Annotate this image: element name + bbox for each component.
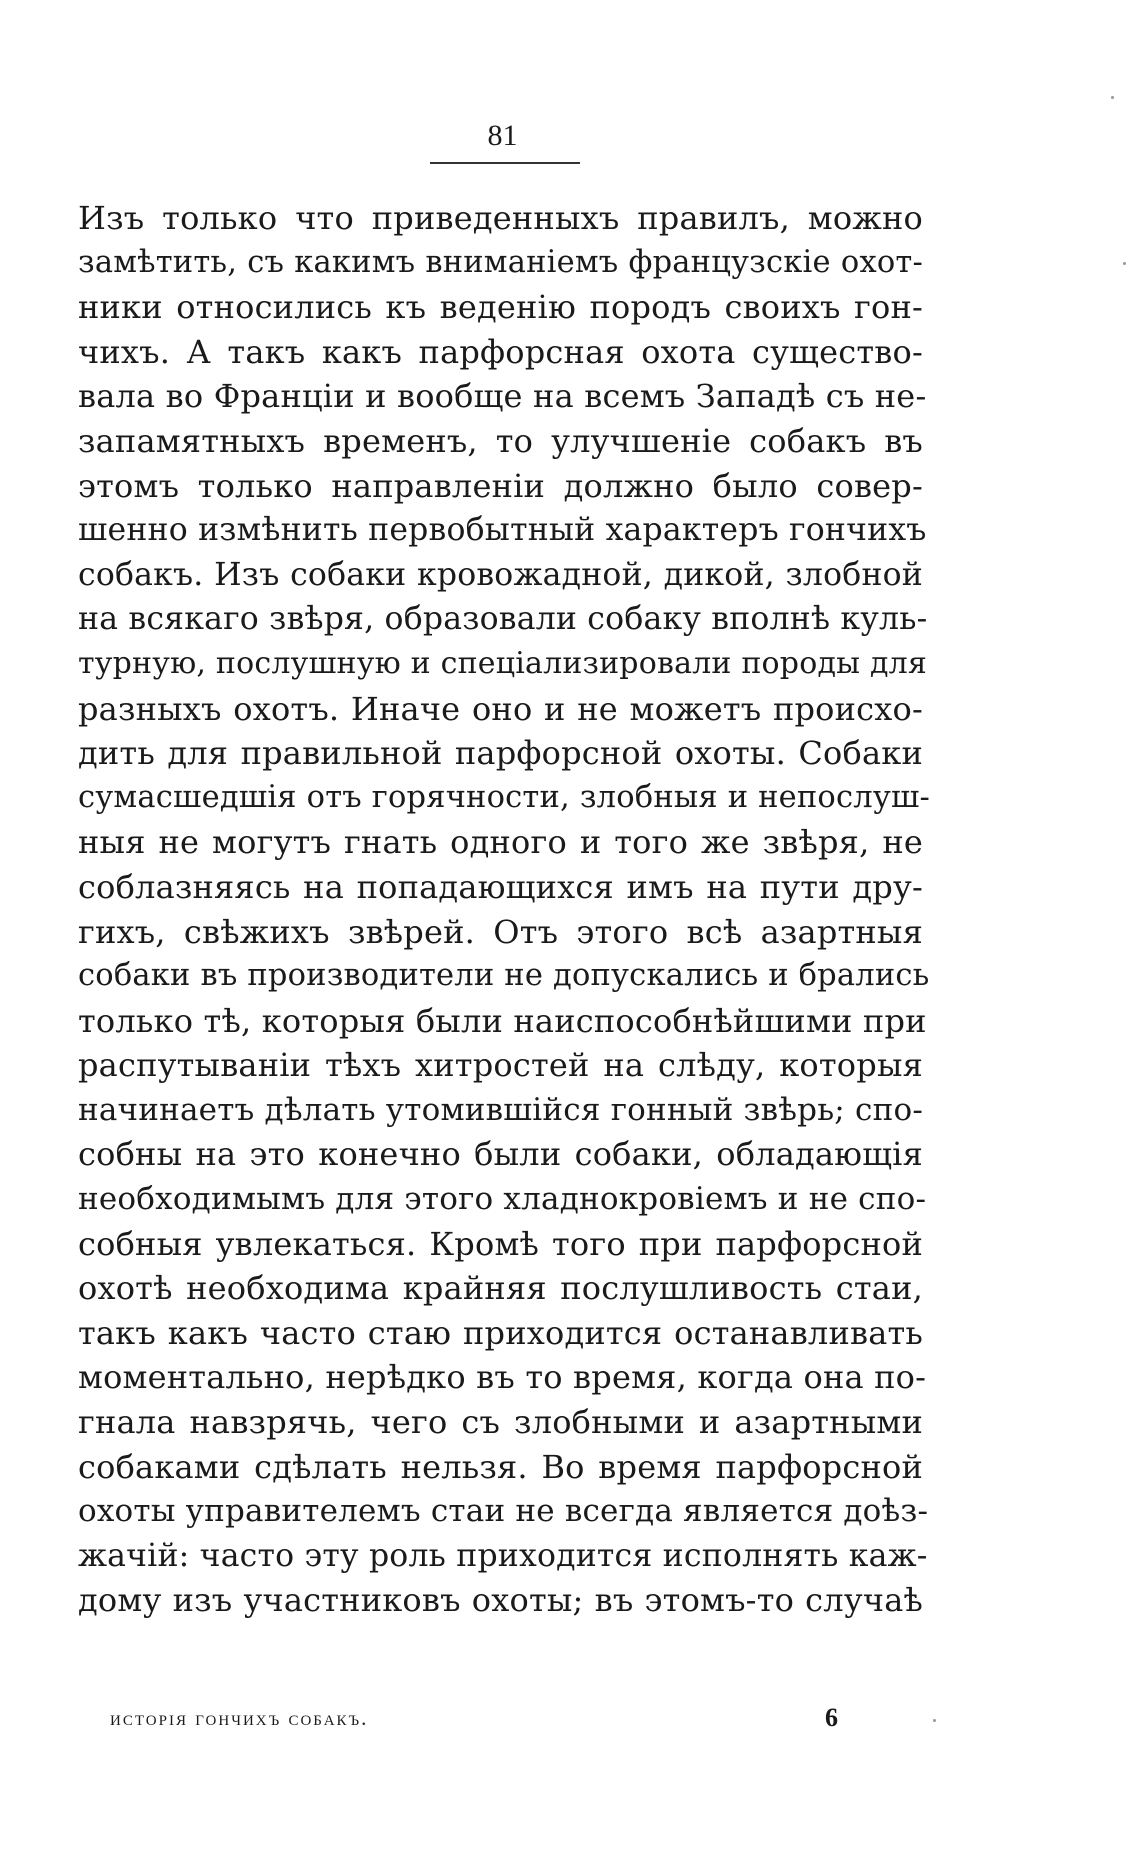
paper-speck	[1111, 96, 1114, 99]
text-line: на всякаго звѣря, образовали собаку вполнѣ куль-	[78, 601, 928, 638]
text-line: этомъ только направленіи должно было совер-	[78, 466, 923, 505]
text-line: необходимымъ для этого хладнокровіемъ и не спо-	[78, 1181, 927, 1218]
text-line: собаки въ производители не допускались и брались	[78, 958, 930, 994]
text-line: сумасшедшія отъ горячности, злобныя и непослуш-	[78, 779, 931, 815]
text-line: собны на это конечно были собаки, обладающія	[78, 1135, 923, 1174]
text-line: распутываніи тѣхъ хитростей на слѣду, которыя	[78, 1046, 923, 1085]
text-line: Изъ только что приведенныхъ правилъ, можно	[78, 199, 923, 237]
text-line: начинаетъ дѣлать утомившійся гонный звѣрь; спо-	[78, 1091, 923, 1128]
text-line: только тѣ, которыя были наиспособнѣйшими при	[78, 1001, 927, 1040]
text-line: соблазняясь на попадающихся имъ на пути дру-	[78, 867, 923, 906]
text-line: собакъ. Изъ собаки кровожадной, дикой, злобной	[78, 556, 923, 593]
text-line: замѣтить, съ какимъ вниманіемъ французскіе охот-	[78, 244, 923, 280]
text-line: турную, послушную и спеціализировали породы для	[78, 645, 928, 681]
sheet-number: 6	[825, 1703, 838, 1732]
text-line: охотѣ необходима крайняя послушливость стаи,	[78, 1269, 923, 1308]
text-line: гихъ, свѣжихъ звѣрей. Отъ этого всѣ азартныя	[78, 912, 923, 951]
text-line: собаками сдѣлать нельзя. Во время парфорсной	[78, 1447, 923, 1486]
text-line: такъ какъ часто стаю приходится останавливать	[78, 1313, 923, 1352]
page-number: 81	[487, 119, 518, 152]
text-line: вала во Франціи и вообще на всемъ Западѣ съ не-	[78, 377, 927, 416]
text-line: разныхъ охотъ. Иначе оно и не можетъ происхо-	[78, 689, 923, 728]
header-rule	[430, 162, 580, 164]
page-footer	[110, 1701, 850, 1735]
text-line: шенно измѣнить первобытный характеръ гончихъ	[78, 512, 927, 549]
text-line: запамятныхъ временъ, то улучшеніе собакъ въ	[78, 421, 923, 460]
text-line: жачій: часто эту роль приходится исполнять каж-	[78, 1537, 928, 1574]
text-line: дому изъ участниковъ охоты; въ этомъ-то случаѣ	[78, 1581, 923, 1620]
paper-speck	[1123, 262, 1126, 265]
text-line: охоты управителемъ стаи не всегда является доѣз-	[78, 1493, 929, 1530]
paper-speck	[933, 1719, 936, 1722]
body-text	[78, 196, 931, 1623]
text-line: чихъ. А такъ какъ парфорсная охота существо-	[78, 332, 923, 371]
text-line: ники относились къ веденію породъ своихъ гон-	[78, 288, 923, 327]
text-line: моментально, нерѣдко въ то время, когда она по-	[78, 1358, 927, 1397]
text-line: гнала навзрячь, чего съ злобными и азартными	[78, 1403, 923, 1442]
signature-line: исторія гончихъ собакъ.	[110, 1706, 369, 1730]
text-line: дить для правильной парфорсной охоты. Собаки	[78, 734, 923, 773]
text-line: собныя увлекаться. Кромѣ того при парфорсной	[78, 1224, 923, 1263]
text-line: ныя не могутъ гнать одного и того же звѣря, не	[78, 823, 923, 862]
